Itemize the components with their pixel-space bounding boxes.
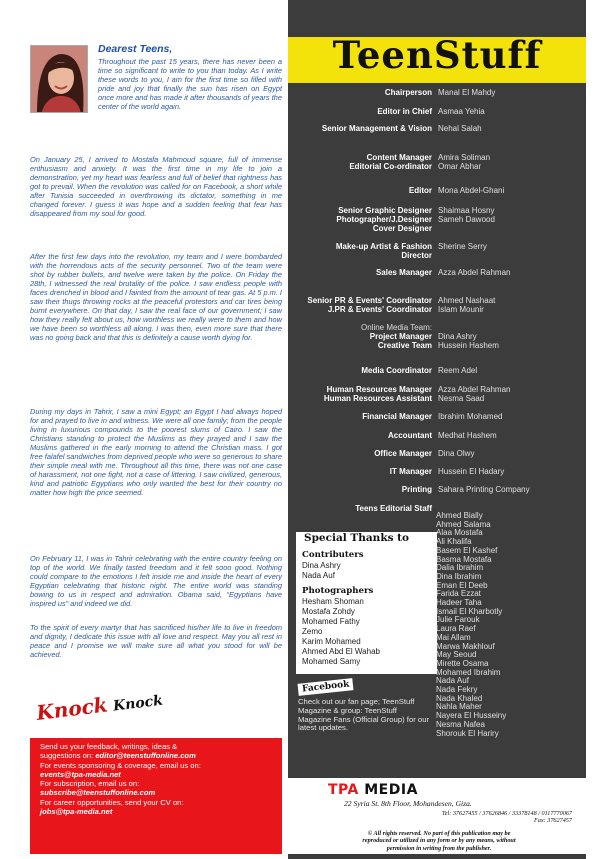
masthead-name: Sherine Serry [438,242,487,251]
editor-letter-column [0,0,288,859]
jobs-email-link[interactable]: jobs@tpa-media.net [40,807,113,817]
staff-member: Mai Allam [436,632,471,642]
staff-member: Shorouk El Hariry [436,728,499,738]
staff-member: Eman El Deeb [436,580,488,590]
tpa-tel: Tel: 37627455 / 37626846 / 33378148 / 0117770067 [441,810,572,817]
photographer-item: Ahmed Abd El Wahab [302,647,380,656]
editor-portrait-photo [30,45,88,113]
staff-member: Mohamed Ibrahim [436,667,501,677]
knock-knock-contact-box [30,738,282,854]
photographer-item: Zemo [302,627,323,636]
tpa-logo-prefix: TPA [328,782,359,798]
staff-member: Ahmed Salama [436,519,491,529]
masthead-name: Hussein Hashem [438,341,499,350]
masthead-name: Asmaa Yehia [438,107,485,116]
masthead-column [288,0,586,859]
letter-paragraph-4: On February 11, I was in Tahrir celebrating with the entire country feeling on top of the world. We finally tasted freedom and it felt sooo good. Nothing could compare to the emotions I felt inside me and inside the heart of every Egyptian celebrating that historic night. The entire world was standing bowing to us in respect and admiration. Obama said, “Egyptians have inspired us” and indeed we did. [30,554,282,608]
masthead-name: Sahara Printing Company [438,485,530,494]
masthead-name: Shaimaa Hosny [438,206,495,215]
letter-paragraph-5: To the spirit of every martyr that has sacrificed his/her life to live in freedom and dignity, I dedicate this issue with all love and respect. May you all rest in peace and I promise we will make sure all what you stood for will be achieved. [30,623,282,659]
copyright-line-3: permission in writing from the publisher. [386,844,492,852]
staff-member: Basma Mostafa [436,554,492,564]
tpa-media-logo [328,782,418,798]
masthead-name: Hussein El Hadary [438,467,505,476]
staff-member: Basem El Kashef [436,545,498,555]
masthead-name: Amira Soliman [438,153,491,162]
masthead-name: Sameh Dawood [438,215,495,224]
masthead-role: Editor in Chief [377,107,432,116]
staff-member: Nada Khaled [436,693,483,703]
masthead-role: Accountant [388,431,432,440]
masthead-name: Nesma Saad [438,394,485,403]
tpa-logo-suffix: MEDIA [364,782,418,798]
staff-member: Laura Raef [436,624,476,634]
masthead-name: Mona Abdel-Ghani [438,186,505,195]
staff-member: Julie Farouk [436,615,480,625]
teenstuff-logo: TeenStuff [332,33,542,77]
copyright-line-1: © All rights reserved. No part of this publication may be [367,830,511,837]
tpa-contact-numbers [442,810,572,825]
masthead-role: Director [401,251,432,260]
masthead-name: Nehal Salah [438,124,482,133]
editor-email-link[interactable]: editor@teenstuffonline.com [95,751,196,761]
masthead-name: Ahmed Nashaat [438,296,496,305]
masthead-role: Cover Designer [372,224,432,233]
masthead-role: Human Resources Manager [326,385,432,394]
masthead-name: Ibrahim Mohamed [438,412,503,421]
letter-paragraph-2: After the first few days into the revolution, my team and I were bombarded with the horrendous acts of the security personnel. Two of the team were shot by rubber bullets, and twelve were taken by the police. On Friday the 28th, I witnessed the real brutality of the police. I saw endless people with faces drenched in blood and I fainted from the amount of tear gas. At 5 p.m. I saw their thugs throwing rocks at the peaceful protestors and car tires being burnt everywhere. On that day, I saw the real face of our government; I saw how they really felt about us, how worthless we really were to them and how we have been so worthless all along. I was then, even more sure that there was no going back and that this is definitely a cause worth dying for. [30,252,282,342]
masthead-role: Project Manager [369,332,432,341]
photographer-item: Mohamed Samy [302,657,361,666]
photographers-heading: Photographers [302,586,374,596]
knock-title-word-2: Knock [112,692,164,715]
photographer-item: Hesham Shoman [302,597,364,606]
staff-member: Ahmed Bially [436,511,483,520]
knock-line-2 [40,751,272,760]
masthead-role: J.PR & Events' Coordinator [327,305,432,314]
staff-member: Nada Fekry [436,685,478,695]
masthead-name: Manal El Mahdy [438,88,496,97]
masthead-role: Chairperson [384,88,432,97]
knock-line-2-prefix: suggestions on: [40,751,96,761]
knock-knock-title [35,686,164,725]
masthead-name: Reem Adel [438,366,478,375]
copyright-line-2: reproduced or utilized in any form or by any means, without [362,837,516,845]
staff-member: Nesma Nafea [436,719,485,729]
staff-member: Hadeer Taha [436,598,482,608]
staff-member: May Seoud [436,650,477,660]
masthead-role: IT Manager [389,467,432,476]
masthead-role: Content Manager [366,153,432,162]
masthead-name: Islam Mounir [438,305,484,314]
portrait-illustration [31,46,88,113]
masthead-role: Media Coordinator [361,366,432,375]
staff-member: Ismail El Kharbotly [436,606,503,616]
staff-member: Nada Auf [436,676,469,686]
contributors-heading: Contributers [302,550,364,560]
facebook-text: Check out our fan page; TeenStuff Magazine & group: TeenStuff Magazine Fans (Official Group) for our latest updates. [298,697,430,733]
staff-member: Dalia Ibrahim [436,563,484,573]
photographer-item: Karim Mohamed [302,637,361,646]
masthead-role: Human Resources Assistant [323,394,432,403]
knock-line-1: Send us your feedback, writings, ideas & [40,742,178,751]
letter-paragraph-1: On January 25, I arrived to Mostafa Mahmoud square, full of immense enthusiasm and anxiety. It was the first time in my life to join a demonstration, yet my heart was fearless and full of belief that rightness has got to prevail. When the revolution was called for on Facebook, a short while after Tunisia succeeded in overthrowing its dictator, something in me changed forever. I guess it was hope and a sudden feeling that fear has disappeared from my soul for good. [30,155,282,218]
masthead-role: Photographer/J.Designer [336,215,432,224]
masthead-name: Azza Abdel Rahman [438,268,511,277]
masthead-role: Make-up Artist & Fashion [335,242,432,251]
staff-member: Ali Khalifa [436,537,472,547]
letter-paragraph-3: During my days in Tahrir, I saw a mini Egypt; an Egypt I had always hoped for and prayed to live in and witness. We were all one family; from the people living in luxurious compounds to the poorest slums of Cairo. I saw the Christians standing to protect the Muslims as they prayed and I saw the Muslims gathered in the early morning to attend the Christian mass. I got free falafel sandwiches from deprived people who were so generous to share their simple meal with me. Throughout all this time, there was not one case of harassment, not one fight, not a case of littering. I saw civilized, generous, kind and patriotic Egyptians who only wanted the best for their country no matter how high the price seemed. [30,407,282,497]
knock-title-word-1: Knock [35,692,109,725]
staff-member: Marwa Makhlouf [436,641,495,651]
knock-line-7: For career opportunities, send your CV on: [40,797,184,807]
masthead-role: Printing [401,485,432,494]
facebook-heading: Facebook [298,678,354,696]
tpa-fax: Fax: 37627457 [534,817,572,825]
masthead-role: Senior PR & Events' Coordinator [307,296,432,305]
tpa-media-footer [288,778,586,854]
staff-member: Farida Ezzat [436,589,481,599]
copyright-notice [308,830,570,852]
subscribe-email-link[interactable]: subscribe@teenstuffonline.com [40,788,156,798]
staff-member: Mirette Osama [436,658,489,668]
masthead-name: Dina Olwy [438,449,475,458]
masthead-name: Dina Ashry [438,332,477,341]
knock-line-3: For events sponsoring & coverage, email us on: [40,760,201,770]
contributor-item: Nada Auf [302,571,335,580]
photographer-item: Mohamed Fathy [302,617,360,626]
staff-member: Nayera El Husseiny [436,711,507,721]
special-thanks-title: Special Thanks to [304,532,410,544]
masthead-name: Azza Abdel Rahman [438,385,511,394]
contributor-item: Dina Ashry [302,561,341,570]
letter-intro: Throughout the past 15 years, there has never been a time so significant to write to you than today. As I write these words to you, I am for the first time so filled with pride and joy that finally the sun has risen on Egypt once more and has made it after thousands of years the center of the world again. [98,57,282,111]
masthead-role: Teens Editorial Staff [355,504,432,513]
photographer-item: Mostafa Zohdy [302,607,355,616]
masthead-role: Creative Team [377,341,432,350]
tpa-address: 22 Syria St. 8th Floor, Mohandesen, Giza. [344,799,472,808]
masthead-name: Omar Abhar [438,162,482,171]
knock-line-5: For subscription, email us on: [40,779,140,789]
masthead-role: Senior Management & Vision [321,124,432,133]
teens-editorial-staff-list [436,512,506,738]
masthead-role: Editorial Co-ordinator [349,162,432,171]
masthead-role: Sales Manager [375,268,432,277]
masthead-role: Editor [408,186,432,195]
staff-member: Nahla Maher [436,702,482,712]
masthead-name: Medhat Hashem [438,431,497,440]
masthead-role: Financial Manager [362,412,432,421]
letter-greeting: Dearest Teens, [98,43,173,55]
staff-member: Dina Ibrahim [436,571,482,581]
events-email-link[interactable]: events@tpa-media.net [40,769,121,779]
staff-member: Alaa Mostafa [436,528,483,538]
masthead-role: Office Manager [374,449,432,458]
masthead-role: Online Media Team: [361,323,432,332]
masthead-role: Senior Graphic Designer [338,206,432,215]
